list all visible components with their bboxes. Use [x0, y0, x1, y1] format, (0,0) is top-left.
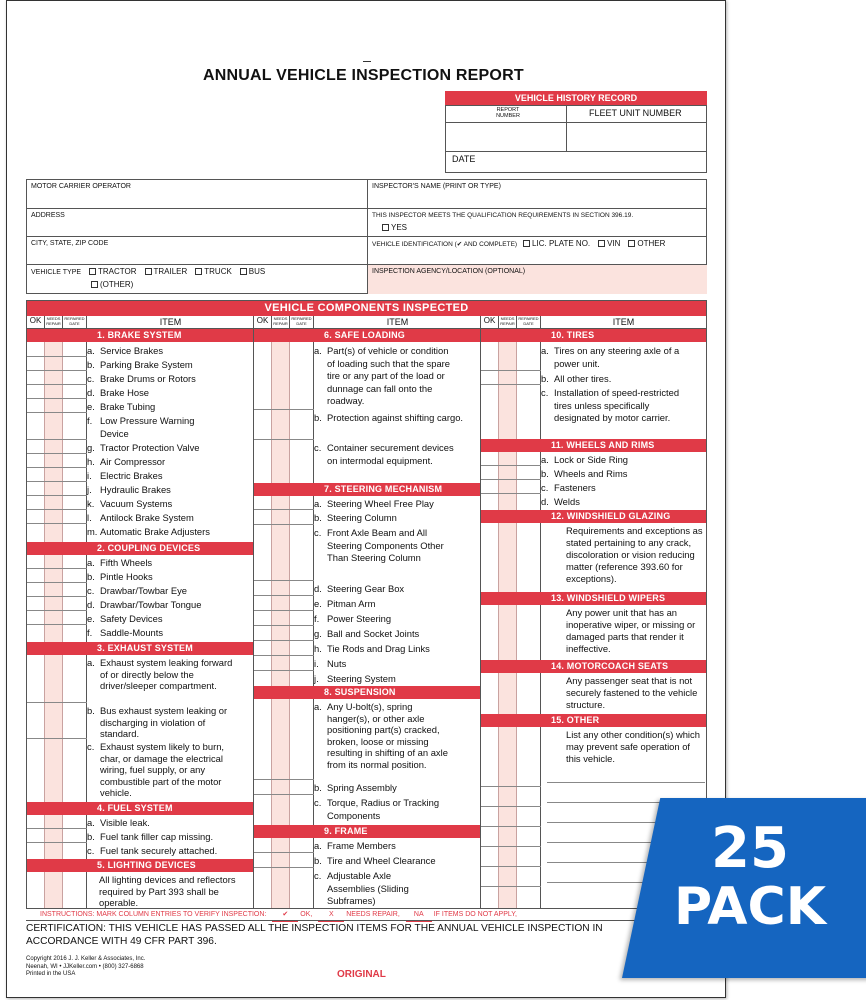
list-item: c. Exhaust system likely to burn, char, or damage the electrical wiring, fuel supply, or any combustible part of the motor vehicle.	[87, 741, 225, 798]
list-item: c. Torque, Radius or Tracking Components	[314, 797, 440, 821]
vehicle-type-field: VEHICLE TYPE TRACTOR TRAILER TRUCK BUS (OTHER)	[27, 265, 368, 294]
row-divider	[27, 356, 87, 357]
row-divider	[481, 493, 541, 494]
list-item: b. Parking Brake System	[87, 359, 193, 370]
row-divider	[254, 640, 314, 641]
city-field[interactable]: CITY, STATE, ZIP CODE	[27, 237, 368, 265]
row-divider	[27, 384, 87, 385]
needs-repair-column[interactable]	[272, 316, 290, 908]
list-item: h. Air Compressor	[87, 456, 166, 467]
pack-label: PACK	[673, 877, 827, 937]
row-divider	[27, 738, 87, 739]
row-divider	[481, 479, 541, 480]
list-item: b. All other tires.	[541, 373, 612, 384]
list-item: f. Saddle-Mounts	[87, 627, 164, 638]
column-2	[254, 316, 481, 908]
fleet-unit-label: FLEET UNIT NUMBER	[589, 108, 682, 118]
row-divider	[27, 828, 87, 829]
list-item: a. Steering Wheel Free Play	[314, 498, 434, 509]
column-header: OK NEEDS REPAIR REPAIRED DATE ITEM	[254, 316, 481, 329]
list-item: c. Fasteners	[541, 482, 596, 493]
row-divider	[27, 495, 87, 496]
motor-carrier-field[interactable]: MOTOR CARRIER OPERATOR	[27, 180, 368, 209]
row-divider	[27, 842, 87, 843]
row-divider	[254, 794, 314, 795]
list-item: b. Pintle Hooks	[87, 571, 153, 582]
section-fuel-system: 4. FUEL SYSTEM	[27, 802, 254, 815]
list-item: e. Brake Tubing	[87, 401, 156, 412]
list-item: d. Brake Hose	[87, 387, 149, 398]
glazing-text: Requirements and exceptions as stated pertaining to any crack, discoloration or vision reducing matter (reference 393.60 for exceptions).	[566, 525, 703, 584]
ok-column[interactable]	[254, 316, 272, 908]
row-divider	[481, 846, 541, 847]
row-divider	[27, 439, 87, 440]
section-motorcoach-seats: 14. MOTORCOACH SEATS	[481, 660, 706, 673]
list-item: a. Lock or Side Ring	[541, 454, 628, 465]
trailer-checkbox[interactable]	[145, 268, 152, 275]
column-header: OK NEEDS REPAIR REPAIRED DATE ITEM	[481, 316, 706, 329]
list-item: b. Wheels and Rims	[541, 468, 628, 479]
row-divider	[254, 610, 314, 611]
needs-repair-column[interactable]	[499, 316, 517, 908]
row-divider	[254, 524, 314, 525]
list-item: c. Container securement devices on intermodal equipment.	[314, 442, 454, 466]
section-other: 15. OTHER	[481, 714, 706, 727]
agency-field[interactable]: INSPECTION AGENCY/LOCATION (OPTIONAL)	[368, 265, 707, 294]
list-item: e. Safety Devices	[87, 613, 163, 624]
section-frame: 9. FRAME	[254, 825, 481, 838]
row-divider	[27, 702, 87, 703]
row-divider	[27, 370, 87, 371]
list-item: d. Drawbar/Towbar Tongue	[87, 599, 202, 610]
date-label: DATE	[452, 154, 476, 164]
instructions: INSTRUCTIONS: MARK COLUMN ENTRIES TO VERIFY INSPECTION: ✔ OK, X NEEDS REPAIR, NA IF ITEMS DO NOT APPLY,	[26, 909, 707, 921]
repaired-date-column[interactable]	[517, 316, 541, 908]
list-item: a. Service Brakes	[87, 345, 164, 356]
list-item: m. Automatic Brake Adjusters	[87, 526, 210, 537]
row-divider	[481, 384, 541, 385]
row-divider	[481, 866, 541, 867]
list-item: b. Bus exhaust system leaking or discharging in violation of standard.	[87, 705, 228, 739]
row-divider	[254, 580, 314, 581]
row-divider	[481, 826, 541, 827]
list-item: d. Welds	[541, 496, 580, 507]
column-1	[27, 316, 254, 908]
row-divider	[27, 481, 87, 482]
row-divider	[27, 624, 87, 625]
list-item: g. Tractor Protection Valve	[87, 442, 200, 453]
truck-checkbox[interactable]	[195, 268, 202, 275]
section-tires: 10. TIRES	[481, 329, 706, 342]
section-coupling-devices: 2. COUPLING DEVICES	[27, 542, 254, 555]
row-divider	[481, 886, 541, 887]
column-header: OK NEEDS REPAIR REPAIRED DATE ITEM	[27, 316, 254, 329]
repaired-date-column[interactable]	[290, 316, 314, 908]
other-text: List any other condition(s) which may prevent safe operation of this vehicle.	[566, 729, 700, 764]
list-item: a. Any U-bolt(s), spring hanger(s), or other axle positioning part(s) cracked, broken, loose or missing resulting in shifting of an axle from its normal position.	[314, 701, 448, 770]
tractor-checkbox[interactable]	[89, 268, 96, 275]
components-table	[26, 300, 707, 909]
row-divider	[27, 610, 87, 611]
list-item: c. Fuel tank securely attached.	[87, 845, 218, 856]
section-lighting-devices: 5. LIGHTING DEVICES	[27, 859, 254, 872]
list-item: b. Tire and Wheel Clearance	[314, 855, 436, 866]
row-divider	[254, 852, 314, 853]
history-title: VEHICLE HISTORY RECORD	[445, 91, 707, 105]
components-title: VEHICLE COMPONENTS INSPECTED	[27, 301, 706, 316]
row-divider	[27, 523, 87, 524]
section-windshield-wipers: 13. WINDSHIELD WIPERS	[481, 592, 706, 605]
list-item: c. Adjustable Axle Assemblies (Sliding Subframes)	[314, 870, 409, 906]
needs-repair-column[interactable]	[45, 316, 63, 908]
list-item: a. Visible leak.	[87, 817, 150, 828]
section-windshield-glazing: 12. WINDSHIELD GLAZING	[481, 510, 706, 523]
list-item: k. Vacuum Systems	[87, 498, 173, 509]
row-divider	[254, 439, 314, 440]
list-item: a. Part(s) of vehicle or condition of loading such that the spare tire or any part of the load or dunnage can fall onto the roadway.	[314, 345, 451, 406]
list-item: b. Steering Column	[314, 512, 397, 523]
list-item: a. Tires on any steering axle of a power unit.	[541, 345, 680, 369]
other-type-checkbox[interactable]	[91, 281, 98, 288]
list-item: i. Nuts	[314, 658, 347, 669]
list-item: f. Low Pressure Warning Device	[87, 415, 195, 439]
row-divider	[254, 625, 314, 626]
section-wheels-rims: 11. WHEELS AND RIMS	[481, 439, 706, 452]
bus-checkbox[interactable]	[240, 268, 247, 275]
address-field[interactable]: ADDRESS	[27, 209, 368, 237]
wipers-text: Any power unit that has an inoperative wiper, or missing or damaged parts that render it ineffective.	[566, 607, 696, 654]
list-item: h. Tie Rods and Drag Links	[314, 643, 430, 654]
report-number-label: REPORT NUMBER	[496, 107, 520, 119]
row-divider	[27, 582, 87, 583]
copyright: Copyright 2016 J. J. Keller & Associates, Inc. Neenah, WI • JJKeller.com • (800) 327-6868 Printed in the USA	[26, 956, 146, 977]
lighting-text: All lighting devices and reflectors required by Part 393 shall be operable.	[99, 874, 236, 908]
top-dash	[363, 61, 371, 62]
list-item: c. Front Axle Beam and All Steering Components Other Than Steering Column	[314, 527, 444, 563]
other-id-checkbox[interactable]	[628, 240, 635, 247]
section-suspension: 8. SUSPENSION	[254, 686, 481, 699]
ok-column[interactable]	[27, 316, 45, 908]
list-item: b. Fuel tank filler cap missing.	[87, 831, 214, 842]
page-title: ANNUAL VEHICLE INSPECTION REPORT	[203, 67, 524, 84]
seats-text: Any passenger seat that is not securely fastened to the vehicle structure.	[566, 675, 698, 710]
row-divider	[27, 467, 87, 468]
row-divider	[27, 453, 87, 454]
original-label: ORIGINAL	[337, 969, 386, 980]
qualification-field: THIS INSPECTOR MEETS THE QUALIFICATION REQUIREMENTS IN SECTION 396.19. YES	[368, 209, 707, 237]
section-steering-mechanism: 7. STEERING MECHANISM	[254, 483, 481, 496]
list-item: b. Protection against shifting cargo.	[314, 412, 464, 423]
list-item: a. Exhaust system leaking forward of or directly below the driver/sleeper compartment.	[87, 657, 233, 691]
carrier-form	[26, 179, 707, 294]
row-divider	[254, 867, 314, 868]
vehicle-id-field: VEHICLE IDENTIFICATION (✔ AND COMPLETE) LIC. PLATE NO. VIN OTHER	[368, 237, 707, 265]
row-divider	[481, 370, 541, 371]
report-sheet	[6, 0, 726, 998]
list-item: f. Power Steering	[314, 613, 392, 624]
yes-checkbox[interactable]	[382, 224, 389, 231]
write-line[interactable]	[547, 782, 705, 783]
list-item: d. Steering Gear Box	[314, 583, 405, 594]
list-item: g. Ball and Socket Joints	[314, 628, 420, 639]
row-divider	[254, 409, 314, 410]
certification: CERTIFICATION: THIS VEHICLE HAS PASSED ALL THE INSPECTION ITEMS FOR THE ANNUAL VEHICLE INSPECTION IN ACCORDANCE WITH 49 CFR PART 396.	[26, 923, 603, 947]
history-box	[445, 105, 707, 173]
list-item: c. Drawbar/Towbar Eye	[87, 585, 188, 596]
row-divider	[27, 568, 87, 569]
list-item: a. Fifth Wheels	[87, 557, 153, 568]
row-divider	[481, 465, 541, 466]
pack-count: 25	[711, 816, 789, 881]
list-item: j. Steering System	[314, 673, 396, 684]
inspector-name-field[interactable]: INSPECTOR'S NAME (PRINT OR TYPE)	[368, 180, 707, 209]
list-item: c. Brake Drums or Rotors	[87, 373, 196, 384]
repaired-date-column[interactable]	[63, 316, 87, 908]
vin-checkbox[interactable]	[598, 240, 605, 247]
row-divider	[27, 596, 87, 597]
section-brake-system: 1. BRAKE SYSTEM	[27, 329, 254, 342]
section-exhaust-system: 3. EXHAUST SYSTEM	[27, 642, 254, 655]
list-item: i. Electric Brakes	[87, 470, 163, 481]
pack-badge-text	[650, 816, 850, 937]
ok-column[interactable]	[481, 316, 499, 908]
row-divider	[254, 670, 314, 671]
row-divider	[254, 779, 314, 780]
row-divider	[254, 655, 314, 656]
list-item: l. Antilock Brake System	[87, 512, 194, 523]
row-divider	[27, 509, 87, 510]
section-safe-loading: 6. SAFE LOADING	[254, 329, 481, 342]
row-divider	[27, 412, 87, 413]
row-divider	[254, 509, 314, 510]
row-divider	[27, 398, 87, 399]
list-item: j. Hydraulic Brakes	[87, 484, 171, 495]
list-item: c. Installation of speed-restricted tires unless specifically designated by motor carrier.	[541, 387, 680, 423]
list-item: a. Frame Members	[314, 840, 396, 851]
row-divider	[254, 595, 314, 596]
row-divider	[481, 786, 541, 787]
lic-plate-checkbox[interactable]	[523, 240, 530, 247]
row-divider	[481, 806, 541, 807]
list-item: e. Pitman Arm	[314, 598, 376, 609]
list-item: b. Spring Assembly	[314, 782, 397, 793]
